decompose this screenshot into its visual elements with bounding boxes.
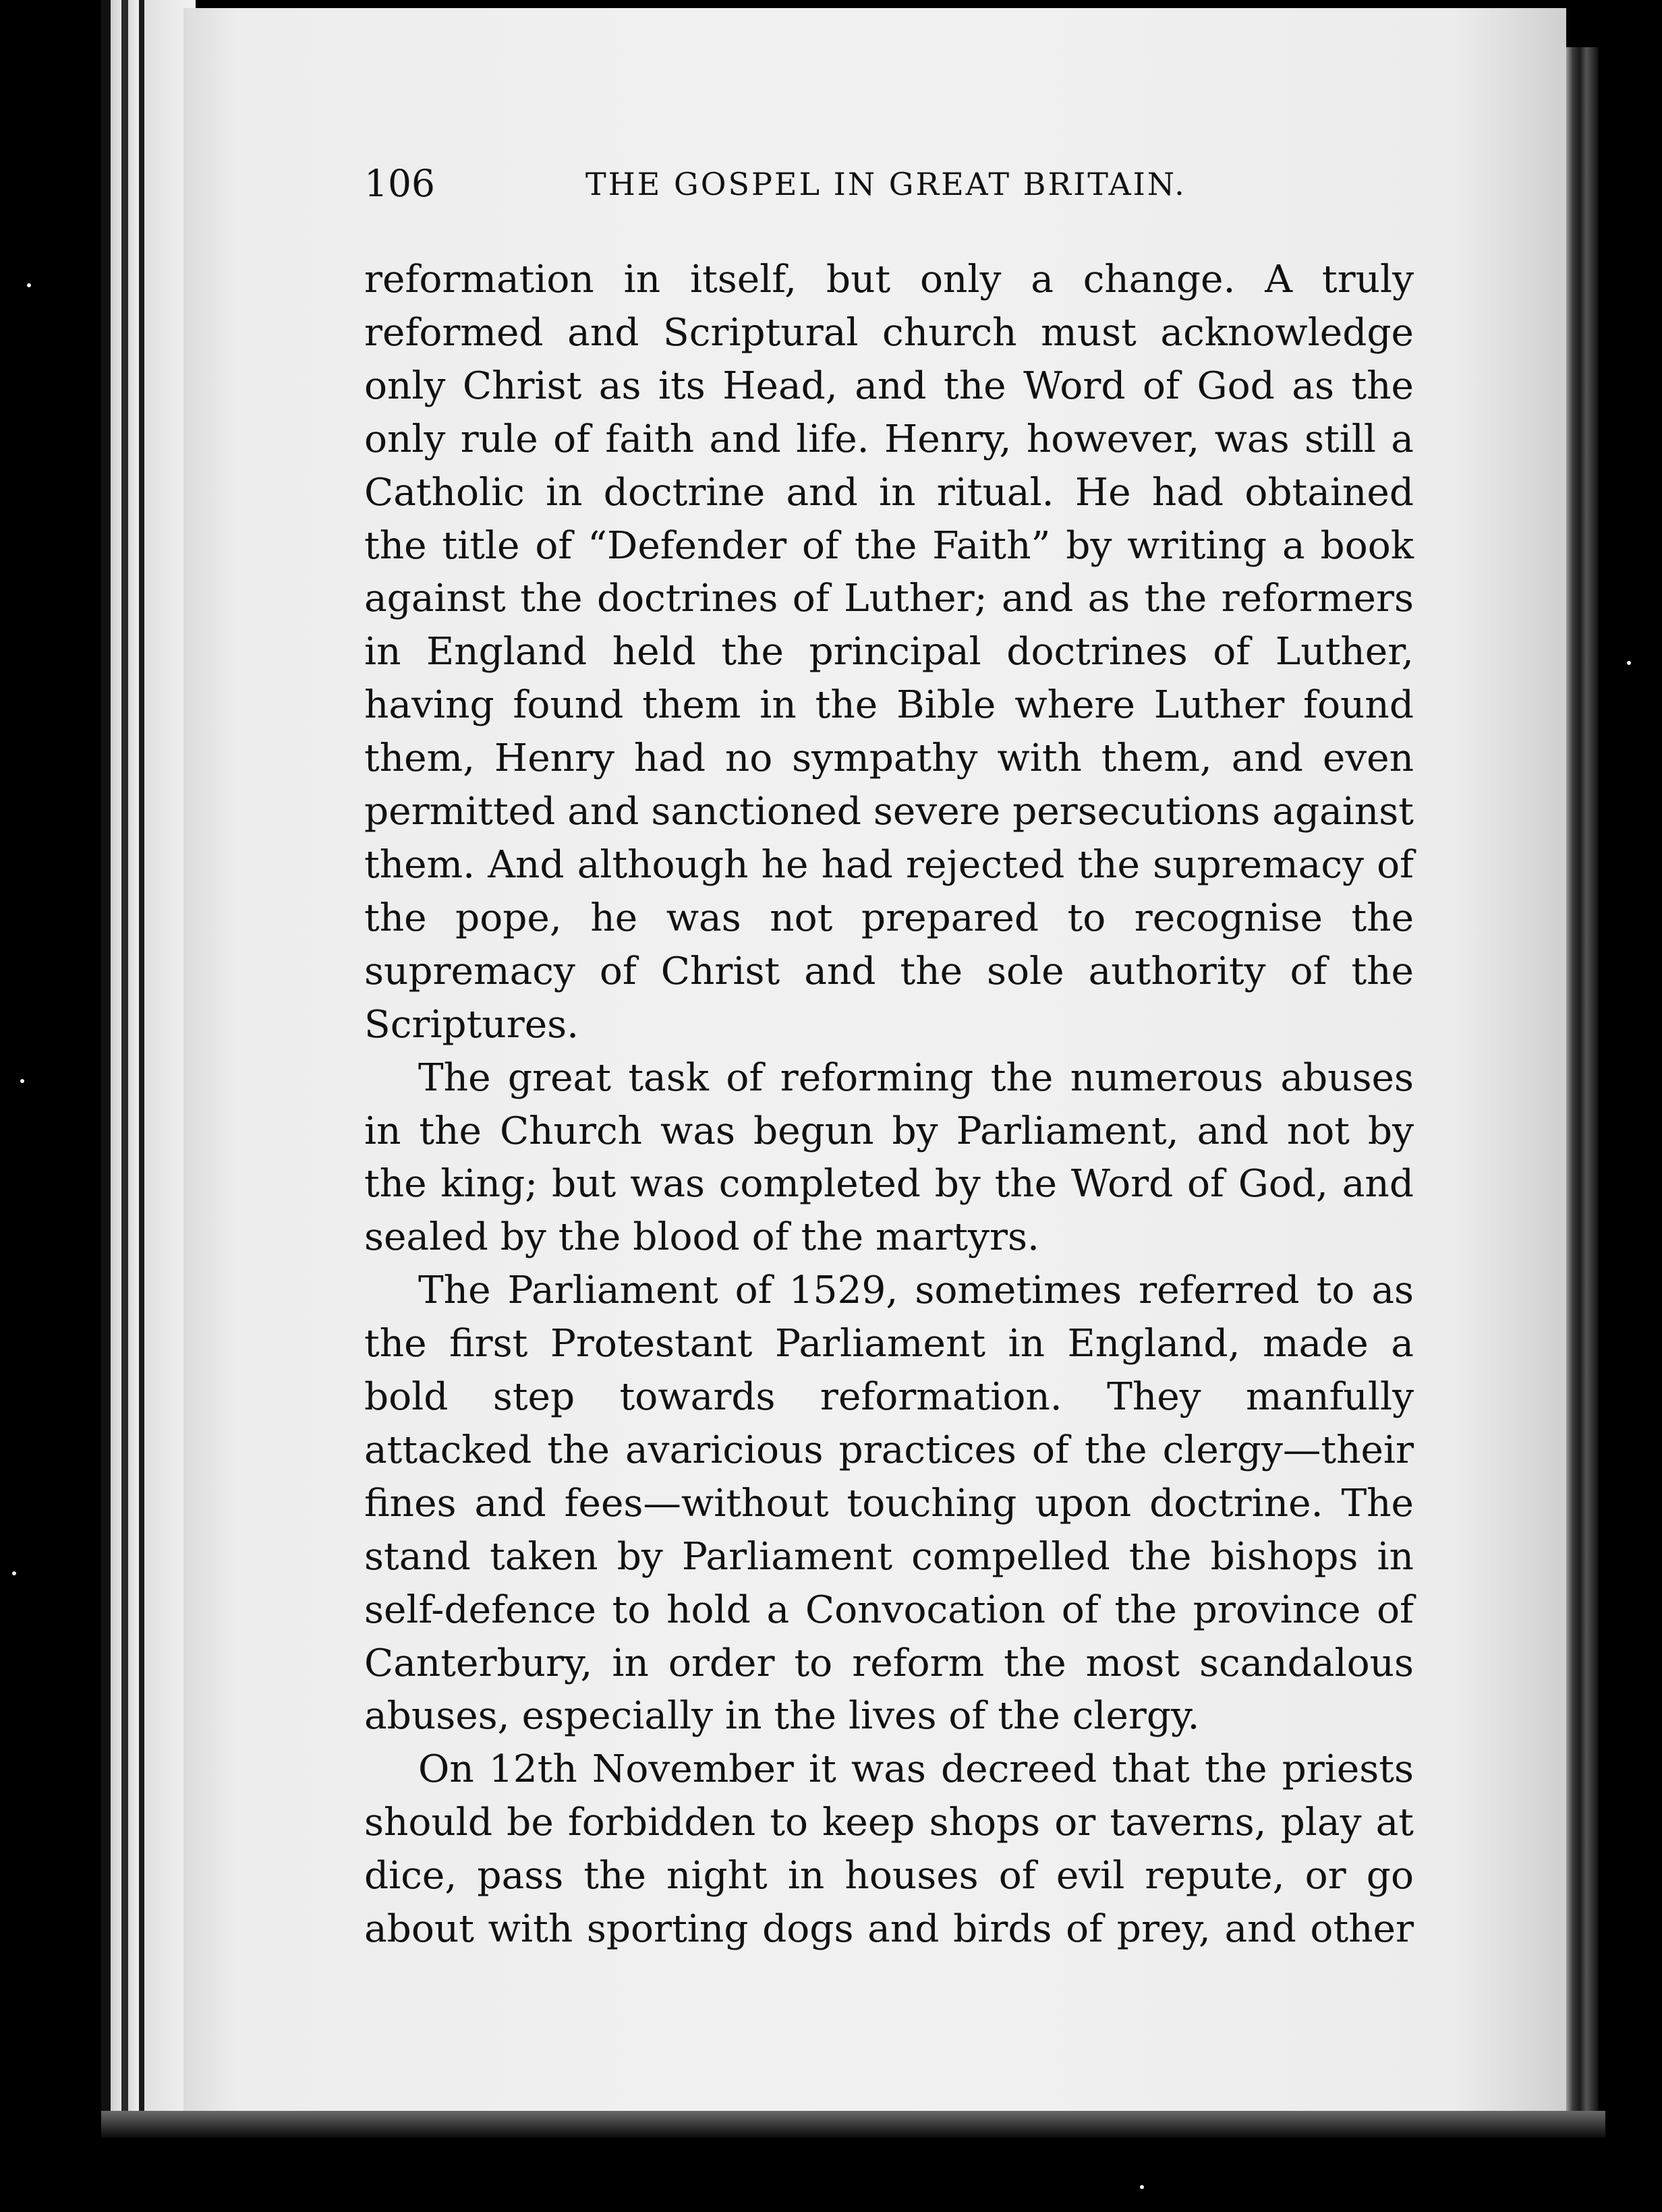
scan-speck xyxy=(27,283,31,287)
scan-speck xyxy=(20,1079,24,1083)
paragraph: reformation in itself, but only a change. A truly reformed and Scriptural church must acknowledge only Christ as its Head, and the Word of God as the only rule of faith and life. Henry, however, was still a Catholic in doctrine and in ritual. He had obtained the title of “Defender of the Faith” by writing a book against the doctrines of Luther; and as the reformers in England held the principal doctrines of Luther, having found them in the Bible where Luther found them, Henry had no sympathy with them, and even permitted and sanctioned severe persecutions against them. And although he had rejected the supremacy of the pope, he was not prepared to recognise the supremacy of Christ and the sole authority of the Scriptures. xyxy=(364,258,1414,1047)
body-text xyxy=(364,254,1414,1956)
page-bottom-shadow xyxy=(101,2111,1605,2138)
book-spine-edge xyxy=(101,0,196,2124)
page-number: 106 xyxy=(364,162,435,205)
paragraph: The Parliament of 1529, sometimes referred to as the first Protestant Parliament in England, made a bold step towards reformation. They manfully attacked the avaricious practices of the clergy—their fines and fees—without touching upon doctrine. The stand taken by Parliament compelled the bishops in self-defence to hold a Convocation of the province of Canterbury, in order to reform the most scandalous abuses, especially in the lives of the clergy. xyxy=(364,1269,1414,1739)
page-right-edge xyxy=(1566,47,1599,2111)
paragraph: On 12th November it was decreed that the priests should be forbidden to keep shops or taverns, play at dice, pass the night in houses of evil repute, or go about with sporting dogs and birds of prey, and other xyxy=(364,1747,1414,1952)
running-title: THE GOSPEL IN GREAT BRITAIN. xyxy=(585,166,1186,202)
page-header xyxy=(364,162,1416,216)
scan-speck xyxy=(1627,661,1631,665)
scan-speck xyxy=(1140,2185,1144,2189)
paragraph: The great task of reforming the numerous abuses in the Church was begun by Parliament, and not by the king; but was completed by the Word of God, and sealed by the blood of the martyrs. xyxy=(364,1055,1414,1260)
scan-speck xyxy=(12,1571,16,1575)
